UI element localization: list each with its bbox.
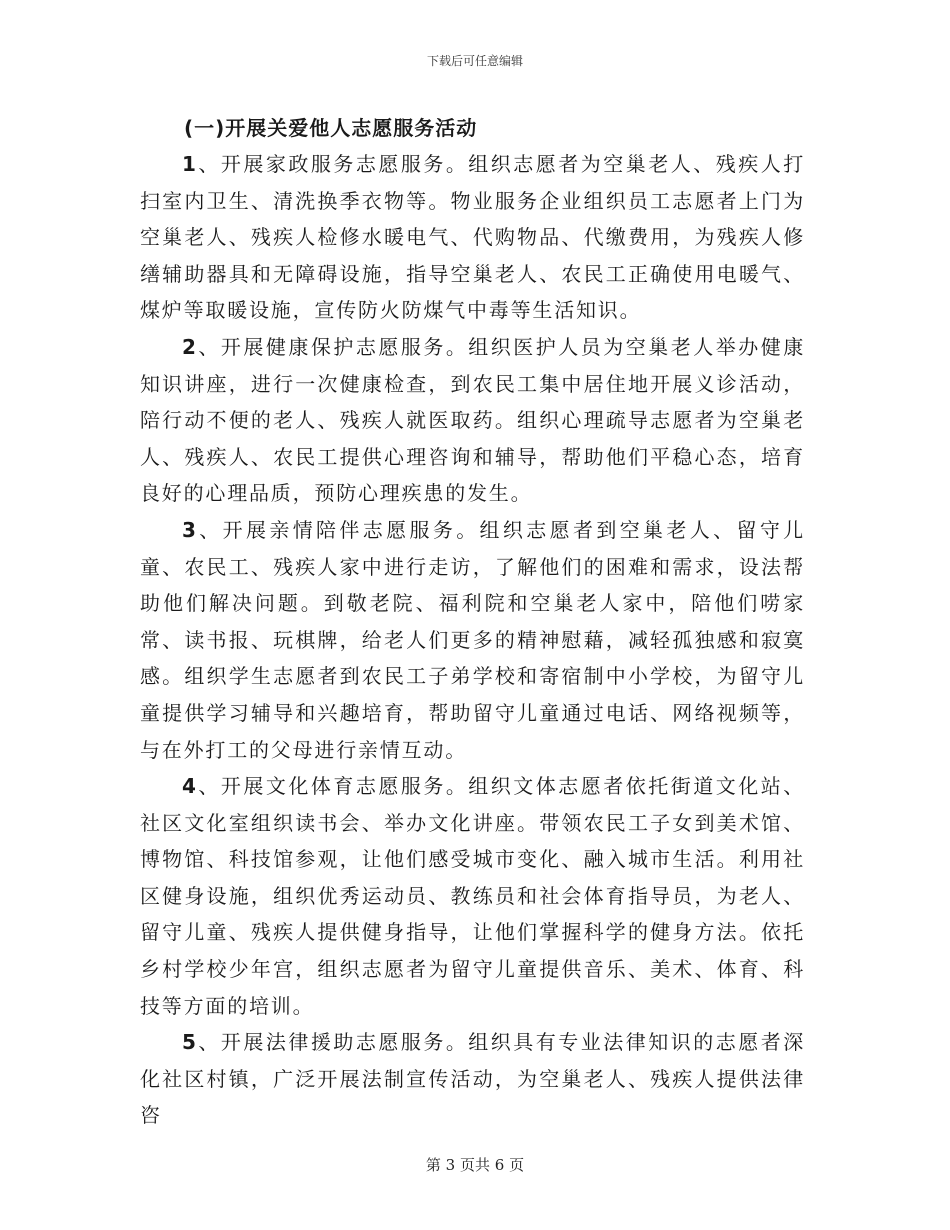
paragraph-text: 、开展健康保护志愿服务。组织医护人员为空巢老人举办健康知识讲座，进行一次健康检查，到农民工集中居住地开展义诊活动，陪行动不便的老人、残疾人就医取药。组织心理疏导志愿者为空巢老人、残疾人、农民工提供心理咨询和辅导，帮助他们平稳心态，培育良好的心理品质，预防心理疾患的发生。 xyxy=(140,334,805,506)
paragraph-3 xyxy=(140,512,805,768)
page-header-note: 下载后可任意编辑 xyxy=(426,54,523,68)
paragraph-number: 1 xyxy=(182,152,198,176)
paragraph-2 xyxy=(140,329,805,512)
paragraph-text: 、开展文化体育志愿服务。组织文体志愿者依托街道文化站、社区文化室组织读书会、举办文化讲座。带领农民工子女到美术馆、博物馆、科技馆参观，让他们感受城市变化、融入城市生活。利用社区健身设施，组织优秀运动员、教练员和社会体育指导员，为老人、留守儿童、残疾人提供健身指导，让他们掌握科学的健身方法。依托乡村学校少年宫，组织志愿者为留守儿童提供音乐、美术、体育、科技等方面的培训。 xyxy=(140,774,805,1018)
paragraph-4 xyxy=(140,768,805,1024)
document-body xyxy=(140,110,805,1134)
paragraph-number: 3 xyxy=(182,517,198,542)
paragraph-text: 、开展亲情陪伴志愿服务。组织志愿者到空巢老人、留守儿童、农民工、残疾人家中进行走访，了解他们的困难和需求，设法帮助他们解决问题。到敬老院、福利院和空巢老人家中，陪他们唠家常、读书报、玩棋牌，给老人们更多的精神慰藉，减轻孤独感和寂寞感。组织学生志愿者到农民工子弟学校和寄宿制中小学校，为留守儿童提供学习辅导和兴趣培育，帮助留守儿童通过电话、网络视频等，与在外打工的父母进行亲情互动。 xyxy=(140,517,805,762)
page-number: 第 3 页共 6 页 xyxy=(425,1156,525,1174)
paragraph-text: 、开展家政服务志愿服务。组织志愿者为空巢老人、残疾人打扫室内卫生、清洗换季衣物等。物业服务企业组织员工志愿者上门为空巢老人、残疾人检修水暖电气、代购物品、代缴费用，为残疾人修缮辅助器具和无障碍设施，指导空巢老人、农民工正确使用电暖气、煤炉等取暖设施，宣传防火防煤气中毒等生活知识。 xyxy=(140,152,805,323)
paragraph-5 xyxy=(140,1024,805,1134)
paragraph-text: 、开展法律援助志愿服务。组织具有专业法律知识的志愿者深化社区村镇，广泛开展法制宣传活动，为空巢老人、残疾人提供法律咨 xyxy=(140,1030,805,1128)
paragraph-number: 4 xyxy=(182,774,198,799)
paragraph-number: 5 xyxy=(182,1030,198,1055)
paragraph-number: 2 xyxy=(182,334,198,359)
section-title: (一)开展关爱他人志愿服务活动 xyxy=(184,116,478,140)
paragraph-1 xyxy=(140,146,805,329)
